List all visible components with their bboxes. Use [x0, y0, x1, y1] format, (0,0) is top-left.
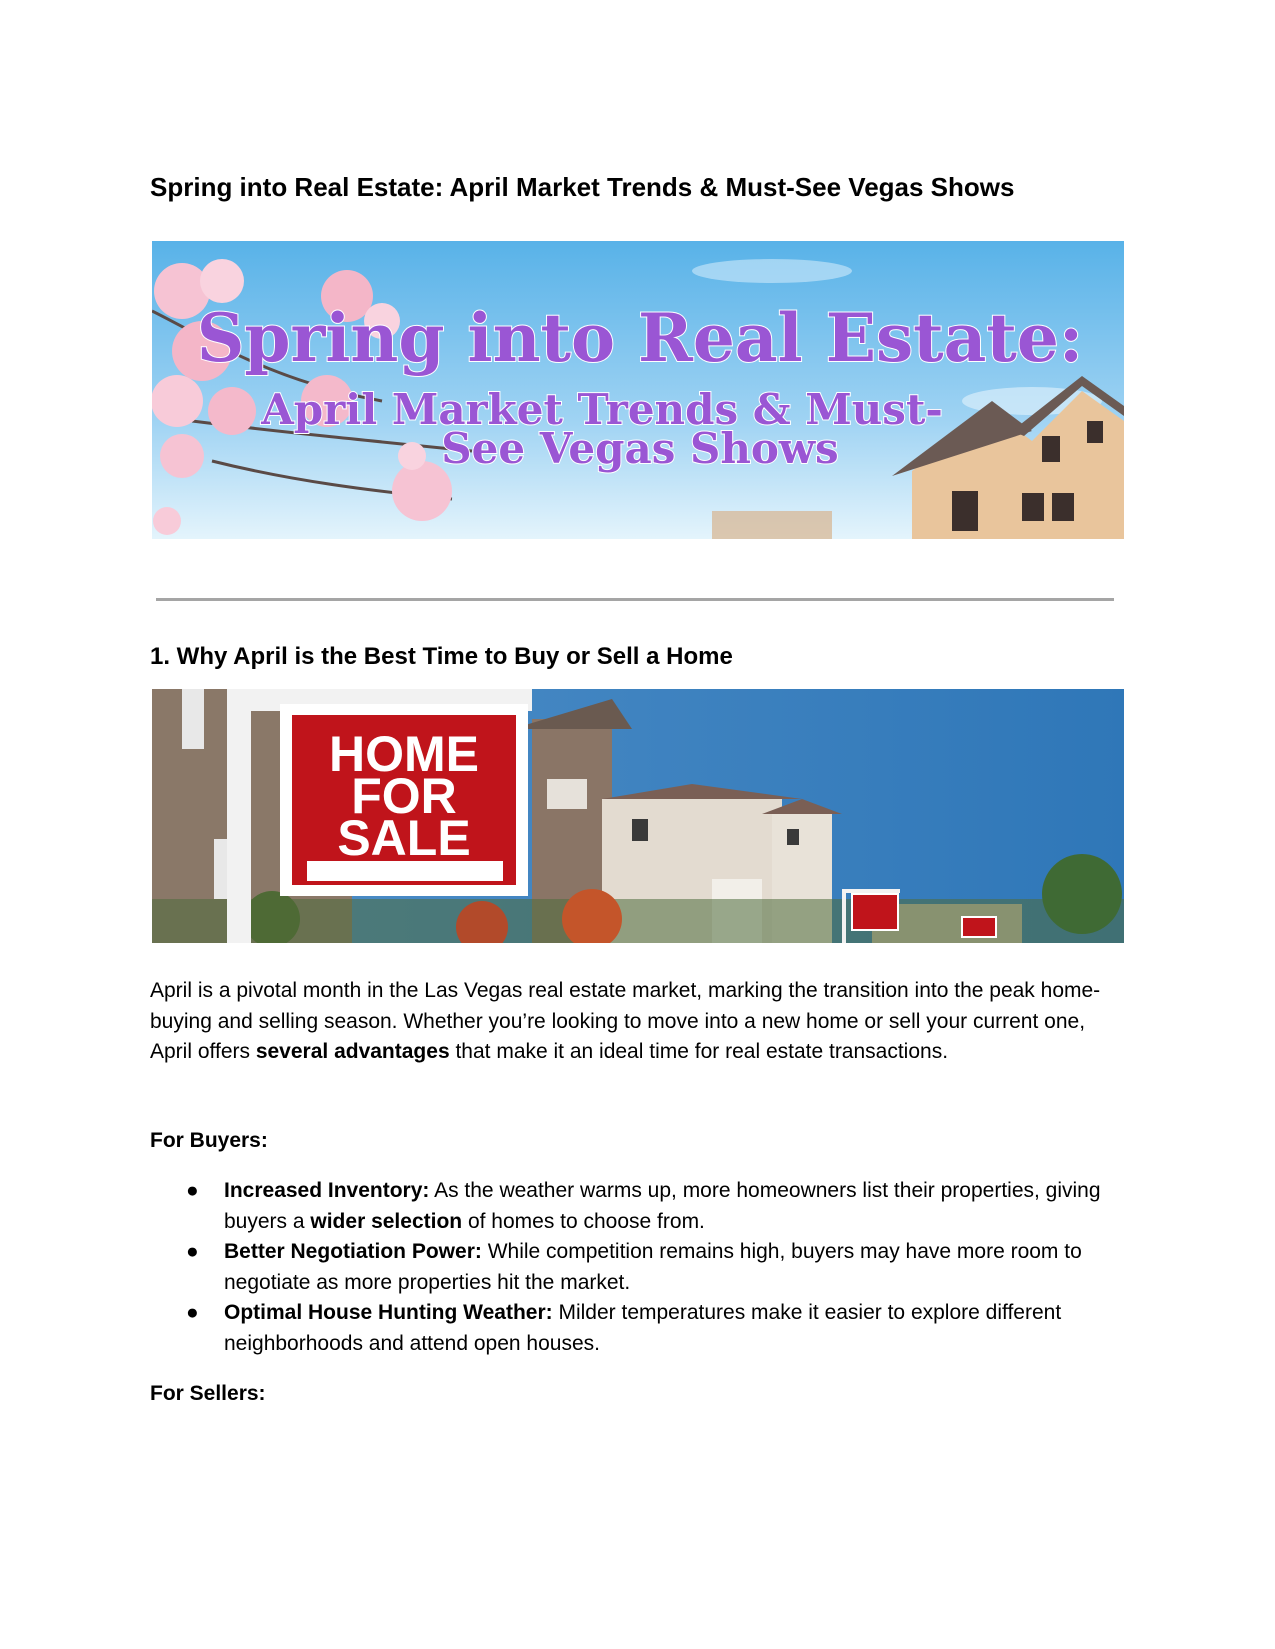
banner-title-line-2: April Market Trends & Must-: [261, 385, 943, 434]
sign-line-1: HOME: [329, 726, 479, 782]
sellers-heading: For Sellers:: [150, 1382, 266, 1405]
photo-graphic: [152, 689, 1124, 943]
intro-paragraph: April is a pivotal month in the Las Vegas real estate market, marking the transition into the peak home-buying and selling season. Whether you’re looking to move into a new home or sell your current one, April offers several advantages that make it an ideal time for real estate transactions.: [150, 979, 1101, 1063]
list-item: ● Increased Inventory: As the weather warms up, more homeowners list their properties, giving buyers a wider selection of homes to choose from.: [150, 1176, 1130, 1237]
list-item: ● Better Negotiation Power: While competition remains high, buyers may have more room to negotiate as more properties hit the market.: [150, 1237, 1130, 1298]
buyers-list: [150, 1176, 1130, 1359]
buyers-heading: For Buyers:: [150, 1129, 268, 1152]
horizontal-divider: [156, 598, 1114, 601]
banner-title-line-1: Spring into Real Estate:: [196, 299, 1084, 377]
bold-phrase: several advantages: [255, 1040, 450, 1063]
list-item: ● Optimal House Hunting Weather: Milder temperatures make it easier to explore different neighborhoods and attend open houses.: [150, 1298, 1130, 1359]
banner-title-line-3: See Vegas Shows: [441, 424, 839, 473]
bullet-icon: ●: [186, 1301, 199, 1324]
bullet-icon: ●: [186, 1240, 199, 1263]
cloud: [692, 259, 852, 283]
section-heading: 1. Why April is the Best Time to Buy or Sell a Home: [150, 643, 733, 670]
sign-line-2: FOR: [351, 768, 457, 824]
home-for-sale-photo: [152, 689, 1124, 943]
bullet-icon: ●: [186, 1179, 199, 1202]
banner-graphic: [152, 241, 1124, 539]
sign-line-3: SALE: [337, 810, 471, 866]
banner-image: [152, 241, 1124, 539]
page-title: Spring into Real Estate: April Market Trends & Must-See Vegas Shows: [150, 172, 1015, 202]
